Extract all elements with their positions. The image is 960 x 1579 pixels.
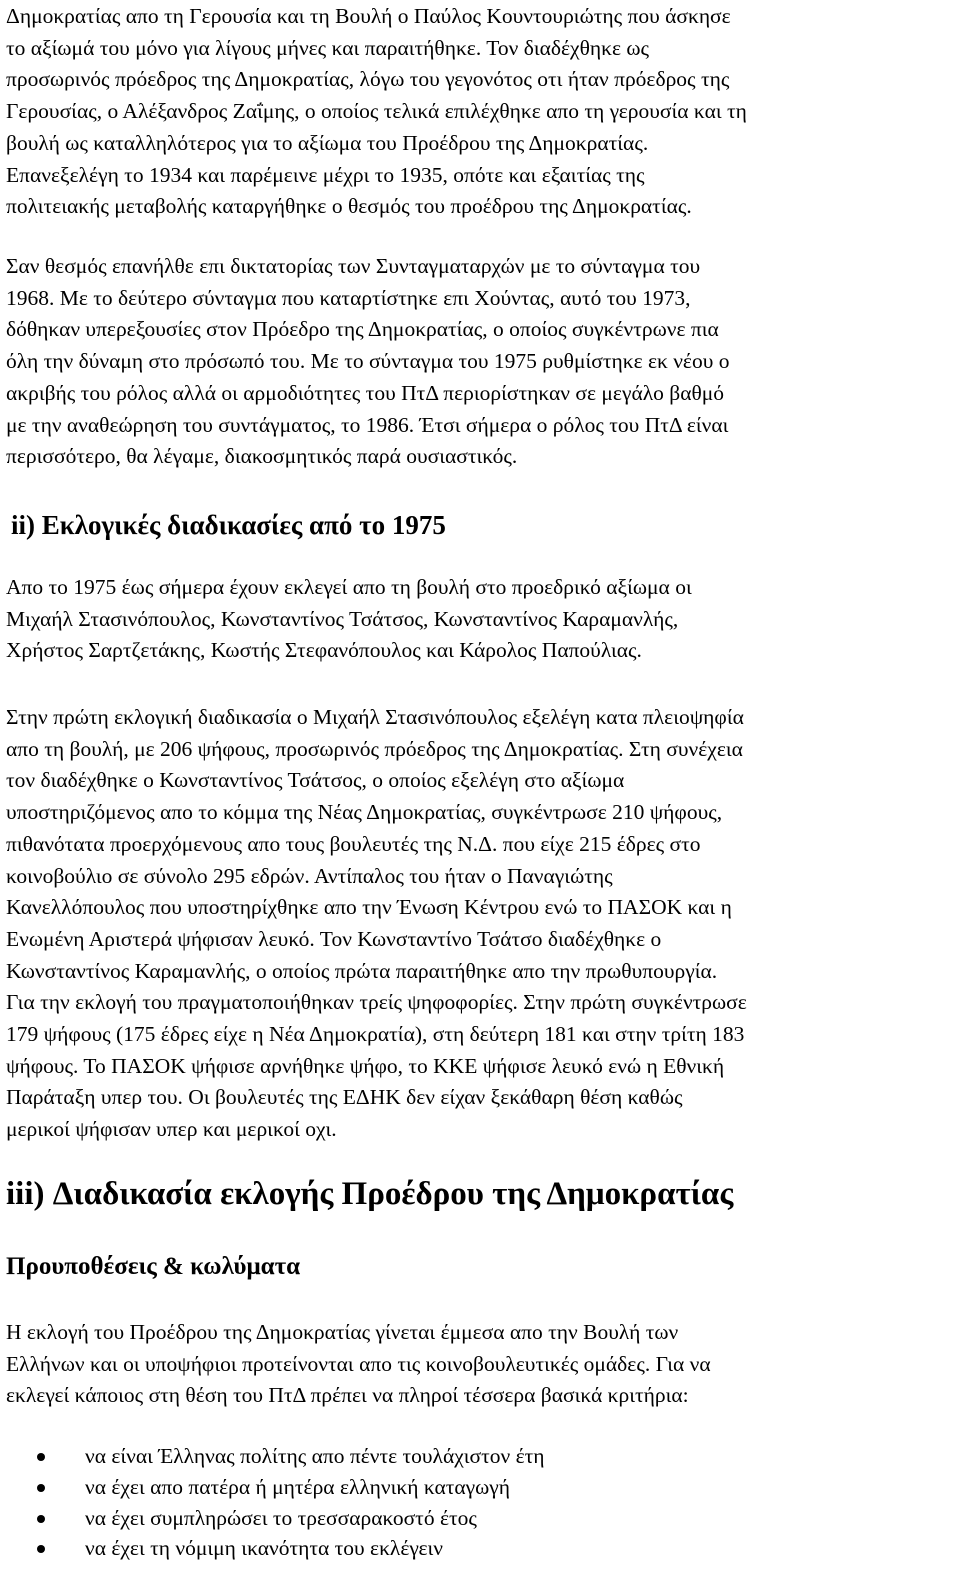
bullet-icon bbox=[37, 1453, 45, 1461]
text-line: περισσότερο, θα λέγαμε, διακοσμητικός παρά ουσιαστικός. bbox=[6, 444, 518, 469]
section-title: ii) Εκλογικές διαδικασίες από το 1975 bbox=[11, 510, 446, 540]
text-line: Δημοκρατίας απο τη Γερουσία και τη Βουλή ο Παύλος Κουντουριώτης που άσκησε bbox=[6, 4, 731, 28]
list-item bbox=[6, 1503, 545, 1534]
paragraph-election-procedures bbox=[6, 702, 747, 1146]
text-line: όλη την δύναμη στο πρόσωπό του. Με το σύνταγμα του 1975 ρυθμίστηκε εκ νέου ο bbox=[6, 349, 730, 374]
paragraph-text bbox=[6, 1, 747, 223]
text-line: Σαν θεσμός επανήλθε επι δικτατορίας των Συνταγματαρχών με το σύνταγμα του bbox=[6, 254, 701, 278]
text-line: απο τη βουλή, με 206 ψήφους, προσωρινός πρόεδρος της Δημοκρατίας. Στη συνέχεια bbox=[6, 736, 743, 761]
text-line: δόθηκαν υπερεξουσίες στον Πρόεδρο της Δημοκρατίας, ο οποίος συγκέντρωνε πια bbox=[6, 317, 719, 342]
text-line: Γερουσίας, ο Αλέξανδρος Ζαΐμης, ο οποίος τελικά επιλέχθηκε απο τη γερουσία και τη bbox=[6, 99, 747, 124]
text-line: πιθανότατα προερχόμενους απο τους βουλευτές της Ν.Δ. που είχε 215 έδρες στο bbox=[6, 831, 701, 856]
paragraph-text bbox=[6, 1317, 711, 1412]
text-line: Ενωμένη Αριστερά ψήφισαν λευκό. Τον Κωνσταντίνο Τσάτσο διαδέχθηκε ο bbox=[6, 926, 662, 951]
text-line: Κανελλόπουλος που υποστηρίχθηκε απο την Ένωση Κέντρου ενώ το ΠΑΣΟΚ και η bbox=[6, 895, 732, 920]
section-heading-iii bbox=[6, 1171, 733, 1217]
text-line: Κωνσταντίνος Καραμανλής, ο οποίος πρώτα παραιτήθηκε απο την πρωθυπουργία. bbox=[6, 958, 718, 983]
text-line: Η εκλογή του Προέδρου της Δημοκρατίας γίνεται έμμεσα απο την Βουλή των bbox=[6, 1320, 679, 1344]
text-line: Για την εκλογή του πραγματοποιήθηκαν τρείς ψηφοφορίες. Στην πρώτη συγκέντρωσε bbox=[6, 990, 747, 1015]
paragraph-history-1924 bbox=[6, 1, 747, 223]
text-line: το αξίωμά του μόνο για λίγους μήνες και παραιτήθηκε. Τον διαδέχθηκε ως bbox=[6, 35, 650, 60]
subsection-heading bbox=[6, 1249, 300, 1285]
text-line: Επανεξελέγη το 1934 και παρέμεινε μέχρι το 1935, οπότε και εξαιτίας της bbox=[6, 162, 645, 187]
text-line: πολιτειακής μεταβολής καταργήθηκε ο θεσμός του προέδρου της Δημοκρατίας. bbox=[6, 194, 692, 219]
list-item-text: να έχει τη νόμιμη ικανότητα του εκλέγειν bbox=[85, 1536, 444, 1561]
text-line: κοινοβούλιο σε σύνολο 295 εδρών. Αντίπαλος του ήταν ο Παναγιώτης bbox=[6, 863, 613, 888]
paragraph-presidents-list bbox=[6, 572, 692, 667]
list-item bbox=[6, 1472, 545, 1503]
bullet-icon bbox=[37, 1545, 45, 1553]
text-line: Στην πρώτη εκλογική διαδικασία ο Μιχαήλ Στασινόπουλος εξελέγη κατα πλειοψηφία bbox=[6, 705, 744, 729]
criteria-list bbox=[6, 1441, 545, 1564]
text-line: ψήφους. Το ΠΑΣΟΚ ψήφισε αρνήθηκε ψήφο, το ΚΚΕ ψήφισε λευκό ενώ η Εθνική bbox=[6, 1053, 725, 1078]
bullet-icon bbox=[37, 1484, 45, 1492]
text-line: τον διαδέχθηκε ο Κωνσταντίνος Τσάτσος, ο οποίος εξελέγη στο αξίωμα bbox=[6, 768, 625, 793]
subsection-title: Προυποθέσεις & κωλύματα bbox=[6, 1253, 301, 1280]
text-line: Μιχαήλ Στασινόπουλος, Κωνσταντίνος Τσάτσος, Κωνσταντίνος Καραμανλής, bbox=[6, 606, 679, 631]
paragraph-dictatorship bbox=[6, 251, 729, 473]
list-item-text: να είναι Έλληνας πολίτης απο πέντε τουλάχιστον έτη bbox=[85, 1444, 545, 1468]
text-line: ακριβής του ρόλος αλλά οι αρμοδιότητες του ΠτΔ περιορίστηκαν σε μεγάλο βαθμό bbox=[6, 380, 725, 405]
text-line: 1968. Με το δεύτερο σύνταγμα που καταρτίστηκε επι Χούντας, αυτό του 1973, bbox=[6, 285, 691, 310]
text-line: μερικοί ψήφισαν υπερ και μερικοί οχι. bbox=[6, 1117, 337, 1142]
bullet-icon bbox=[37, 1515, 45, 1523]
text-line: εκλεγεί κάποιος στη θέση του ΠτΔ πρέπει να πληροί τέσσερα βασικά κριτήρια: bbox=[6, 1383, 689, 1408]
bullet-list bbox=[6, 1441, 545, 1564]
text-line: Χρήστος Σαρτζετάκης, Κωστής Στεφανόπουλος και Κάρολος Παπούλιας. bbox=[6, 638, 642, 663]
section-title: iii) Διαδικασία εκλογής Προέδρου της Δημοκρατίας bbox=[6, 1176, 734, 1212]
text-line: Παράταξη υπερ του. Οι βουλευτές της ΕΔΗΚ δεν είχαν ξεκάθαρη θέση καθώς bbox=[6, 1085, 683, 1110]
list-item bbox=[6, 1441, 545, 1472]
text-line: προσωρινός πρόεδρος της Δημοκρατίας, λόγω του γεγονότος οτι ήταν πρόεδρος της bbox=[6, 67, 730, 92]
text-line: Απο το 1975 έως σήμερα έχουν εκλεγεί απο τη βουλή στο προεδρικό αξίωμα οι bbox=[6, 575, 692, 599]
list-item-text: να έχει συμπληρώσει το τρεσσαρακοστό έτος bbox=[85, 1505, 477, 1530]
text-line: βουλή ως καταλληλότερος για το αξίωμα του Προέδρου της Δημοκρατίας. bbox=[6, 130, 649, 155]
list-item bbox=[6, 1533, 545, 1564]
paragraph-text bbox=[6, 572, 692, 667]
paragraph-text bbox=[6, 702, 747, 1146]
section-heading-ii bbox=[11, 505, 446, 545]
text-line: υποστηριζόμενος απο το κόμμα της Νέας Δημοκρατίας, συγκέντρωσε 210 ψήφους, bbox=[6, 800, 723, 825]
text-line: 179 ψήφους (175 έδρες είχε η Νέα Δημοκρατία), στη δεύτερη 181 και στην τρίτη 183 bbox=[6, 1022, 745, 1047]
paragraph-election-criteria bbox=[6, 1317, 711, 1412]
paragraph-text bbox=[6, 251, 729, 473]
text-line: με την αναθεώρηση του συντάγματος, το 1986. Έτσι σήμερα ο ρόλος του ΠτΔ είναι bbox=[6, 412, 729, 437]
list-item-text: να έχει απο πατέρα ή μητέρα ελληνική καταγωγή bbox=[85, 1474, 511, 1499]
text-line: Ελλήνων και οι υποψήφιοι προτείνονται απο τις κοινοβουλευτικές ομάδες. Για να bbox=[6, 1351, 711, 1376]
